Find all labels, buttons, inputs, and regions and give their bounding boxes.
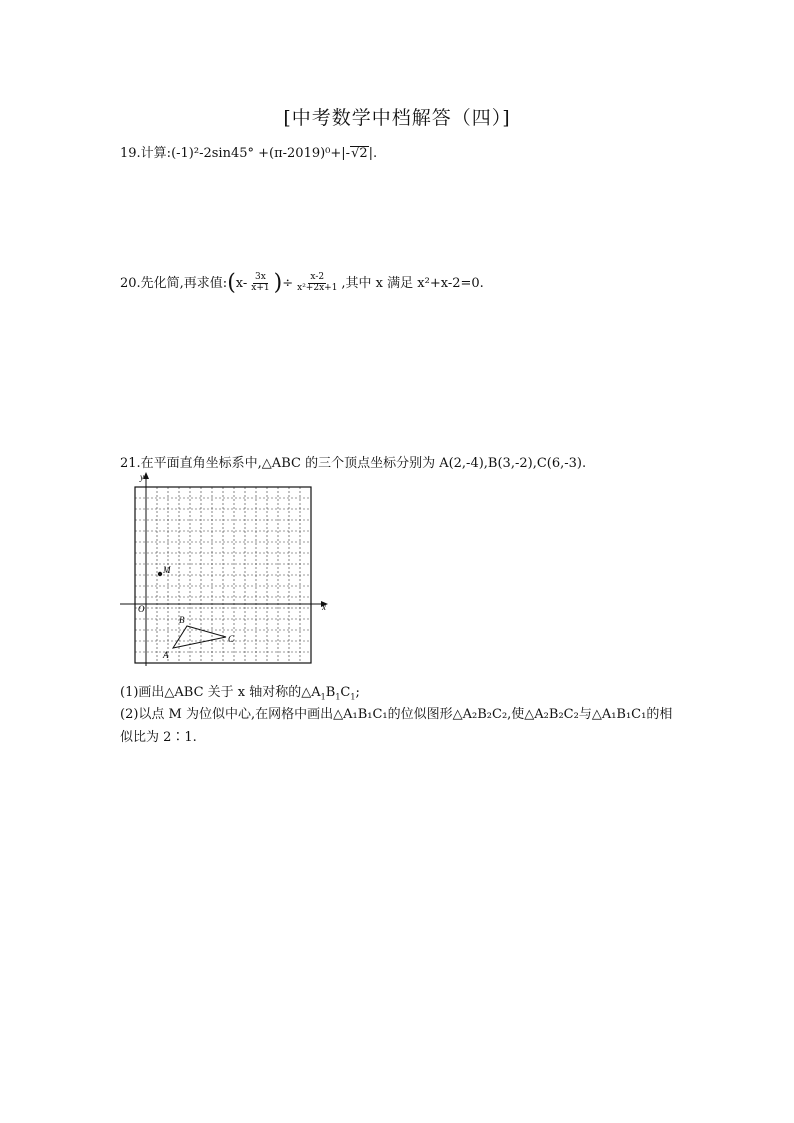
- y-axis-label: y: [140, 472, 144, 482]
- question-19: [120, 142, 377, 161]
- part1-c: C: [340, 685, 351, 700]
- origin-label: O: [138, 604, 145, 614]
- q19-sqrt: √2: [351, 146, 368, 161]
- triangle-abc: [173, 626, 226, 648]
- sub-1: 1: [335, 692, 341, 702]
- point-a-label: A: [163, 650, 169, 660]
- question-20: [120, 272, 484, 295]
- question-21-part-1: [120, 681, 360, 702]
- coordinate-grid-figure: [118, 470, 333, 672]
- q20-fraction-1: [249, 273, 271, 294]
- q20-frac1-den: x+1: [251, 283, 270, 293]
- q19-expression-end: |.: [368, 146, 378, 161]
- q20-frac2-num: x-2: [310, 272, 325, 283]
- q20-divide: ÷: [282, 276, 294, 291]
- point-m-label: M: [163, 565, 171, 575]
- q19-expression: (-1)²-2sin45° +(π-2019)⁰+|-: [171, 146, 351, 161]
- question-21-part-2-line-1: (2)以点 M 为位似中心,在网格中画出△A₁B₁C₁的位似图形△A₂B₂C₂,使△A₂B₂C₂与△A₁B₁C₁的相: [120, 707, 673, 722]
- part1-d: ;: [355, 685, 360, 700]
- q20-paren-close: ): [273, 270, 283, 296]
- coordinate-grid-svg: [118, 470, 333, 668]
- part1-b: B: [325, 685, 336, 700]
- q20-frac2-den: x²+2x+1: [297, 283, 338, 293]
- point-m: [158, 572, 162, 576]
- page-title: [中考数学中档解答（四）]: [283, 107, 511, 129]
- question-21-stem: 21.在平面直角坐标系中,△ABC 的三个顶点坐标分别为 A(2,-4),B(3,-2),C(6,-3).: [120, 456, 587, 471]
- q20-fraction-2: [295, 273, 339, 294]
- point-c-label: C: [228, 634, 235, 644]
- q20-x-minus: x-: [235, 276, 248, 291]
- x-axis-label: x: [322, 602, 326, 612]
- part1-text: (1)画出△ABC 关于 x 轴对称的△A: [120, 685, 321, 700]
- sub-1: 1: [350, 692, 356, 702]
- q20-suffix: ,其中 x 满足 x²+x-2=0.: [341, 276, 484, 291]
- q20-frac1-num: 3x: [255, 272, 266, 283]
- point-b-label: B: [179, 615, 185, 625]
- q19-prefix: 19.计算:: [120, 146, 172, 161]
- q20-paren-open: (: [227, 270, 236, 296]
- sub-1: 1: [320, 692, 326, 702]
- question-21-part-2-line-2: 似比为 2∶1.: [120, 730, 197, 745]
- q20-prefix: 20.先化简,再求值:: [120, 276, 228, 291]
- q19-sqrt-arg: 2: [359, 146, 368, 161]
